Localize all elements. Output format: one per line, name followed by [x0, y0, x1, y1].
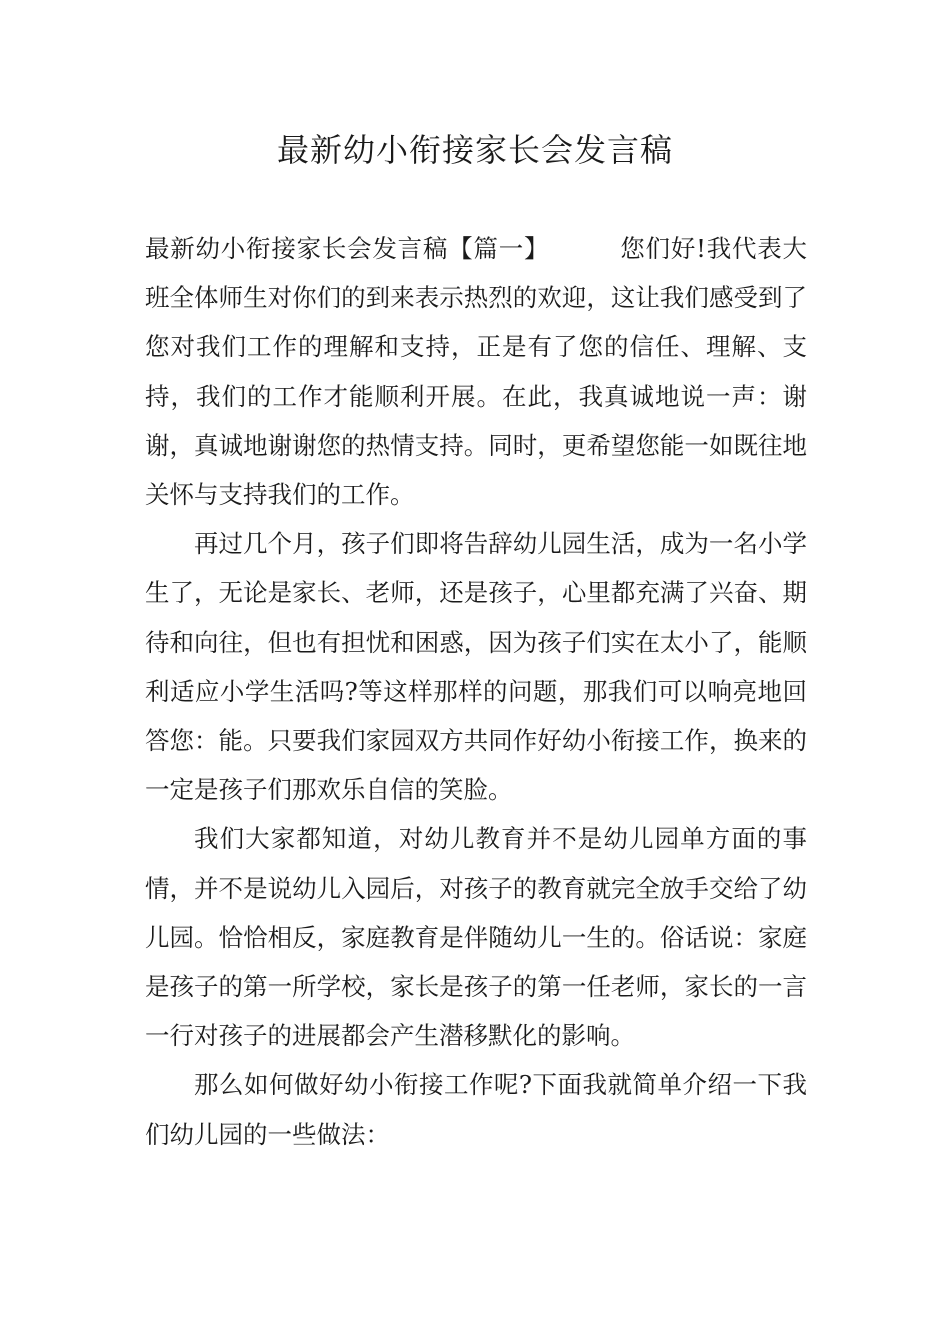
paragraph-1 [145, 224, 807, 519]
paragraph-3: 我们大家都知道，对幼儿教育并不是幼儿园单方面的事情，并不是说幼儿入园后，对孩子的教育就完全放手交给了幼儿园。恰恰相反，家庭教育是伴随幼儿一生的。俗话说：家庭是孩子的第一所学校，家长是孩子的第一任老师，家长的一言一行对孩子的进展都会产生潜移默化的影响。 [145, 824, 807, 1051]
section-heading: 最新幼小衔接家长会发言稿【篇一】 [145, 234, 550, 263]
paragraph-2: 再过几个月，孩子们即将告辞幼儿园生活，成为一名小学生了，无论是家长、老师，还是孩子，心里都充满了兴奋、期待和向往，但也有担忧和困惑，因为孩子们实在太小了，能顺利适应小学生活吗?等这样那样的问题，那我们可以响亮地回答您：能。只要我们家园双方共同作好幼小衔接工作，换来的一定是孩子们那欢乐自信的笑脸。 [145, 529, 807, 805]
document-title: 最新幼小衔接家长会发言稿 [276, 131, 673, 169]
paragraph-4: 那么如何做好幼小衔接工作呢?下面我就简单介绍一下我们幼儿园的一些做法： [145, 1070, 807, 1149]
document-body [145, 224, 807, 1159]
paragraph-1-text: 您们好!我代表大班全体师生对你们的到来表示热烈的欢迎，这让我们感受到了您对我们工作的理解和支持，正是有了您的信任、理解、支持，我们的工作才能顺利开展。在此，我真诚地说一声：谢谢，真诚地谢谢您的热情支持。同时，更希望您能一如既往地关怀与支持我们的工作。 [145, 234, 807, 510]
